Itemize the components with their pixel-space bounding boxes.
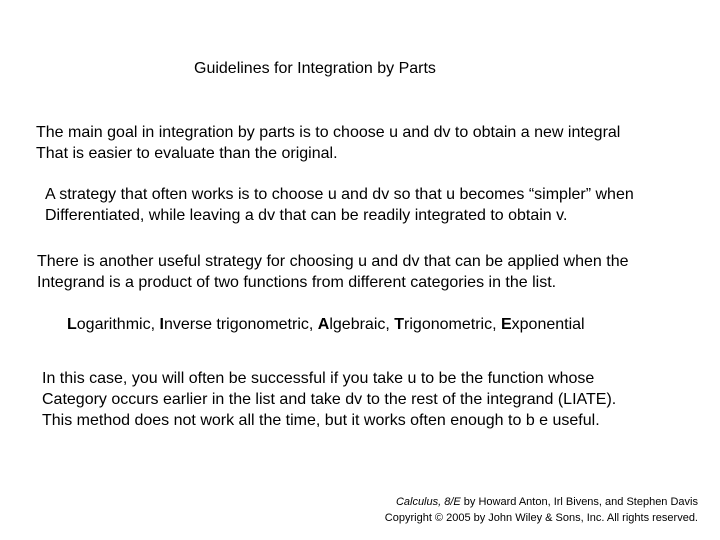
book-title: Calculus, 8/E [395,496,461,508]
book-authors: by Howard Anton, Irl Bivens, and Stephen Davis [460,496,698,508]
liate-initial-l: L [67,316,77,333]
paragraph-line: This method does not work all the time, but it works often enough to b e useful. [42,412,600,429]
liate-list [67,316,585,334]
paragraph-main-goal [36,122,620,164]
liate-rest-t: rigonometric, [404,316,501,333]
paragraph-another-strategy [37,251,629,293]
liate-rest-e: xponential [511,316,585,333]
paragraph-line: Differentiated, while leaving a dv that can be readily integrated to obtain v. [45,207,568,224]
credit-line-copyright: Copyright © 2005 by John Wiley & Sons, Inc. All rights reserved. [384,512,698,524]
liate-rest-l: ogarithmic, [76,316,160,333]
paragraph-line: There is another useful strategy for choosing u and dv that can be applied when the [37,253,629,270]
paragraph-line: Integrand is a product of two functions from different categories in the list. [37,274,557,291]
paragraph-line: In this case, you will often be successful if you take u to be the function whose [42,370,595,387]
liate-rest-i: nverse trigonometric, [163,316,318,333]
liate-initial-e: E [500,316,512,333]
paragraph-line: That is easier to evaluate than the original. [36,145,338,162]
liate-initial-t: T [394,316,405,333]
liate-initial-i: I [159,316,164,333]
paragraph-strategy [45,184,634,226]
paragraph-line: The main goal in integration by parts is to choose u and dv to obtain a new integral [36,124,621,141]
paragraph-line: Category occurs earlier in the list and take dv to the rest of the integrand (LIATE). [42,391,617,408]
credit-line-book [385,494,698,510]
liate-initial-a: A [317,316,330,333]
slide-title: Guidelines for Integration by Parts [194,60,436,77]
liate-rest-a: lgebraic, [329,316,395,333]
paragraph-line: A strategy that often works is to choose u and dv so that u becomes “simpler” when [45,186,634,203]
copyright-credit [385,494,698,526]
paragraph-liate-case [42,368,616,431]
